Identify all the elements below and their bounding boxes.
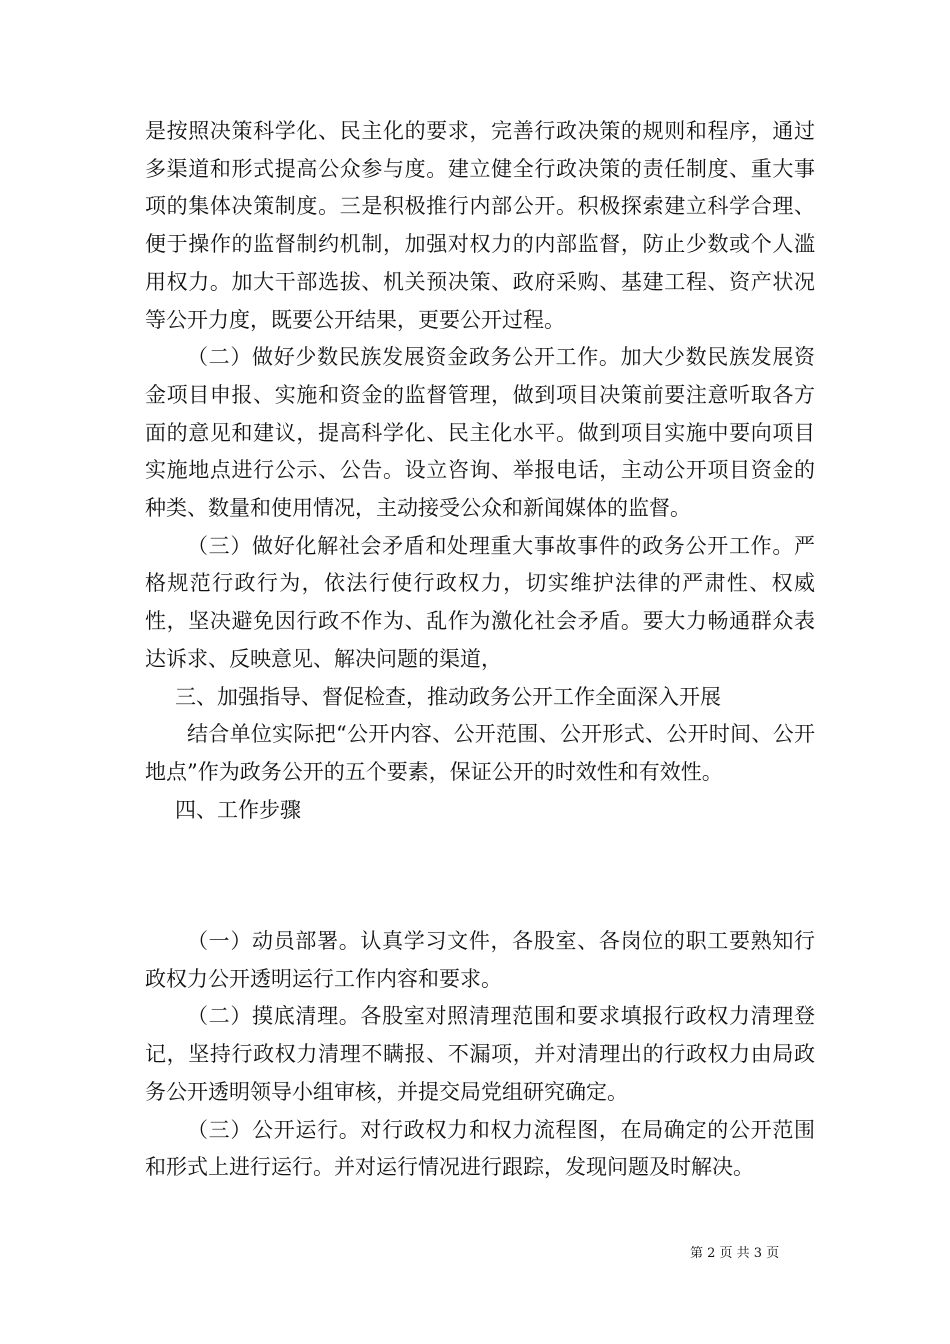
paragraph-continuation: 是按照决策科学化、民主化的要求，完善行政决策的规则和程序，通过多渠道和形式提高公众参与度。建立健全行政决策的责任制度、重大事项的集体决策制度。三是积极推行内部公开。积极探索建立科学合理、便于操作的监督制约机制，加强对权力的内部监督，防止少数或个人滥用权力。加大干部选拔、机关预决策、政府采购、基建工程、资产状况等公开力度，既要公开结果，更要公开过程。	[145, 119, 815, 332]
page-number-footer: 第 2 页 共 3 页	[690, 1246, 780, 1261]
paragraph-social-conflicts: （三）做好化解社会矛盾和处理重大事故事件的政务公开工作。严格规范行政行为，依法行使行政权力，切实维护法律的严肃性、权威性，坚决避免因行政不作为、乱作为激化社会矛盾。要大力畅通群众表达诉求、反映意见、解决问题的渠道，	[145, 533, 815, 671]
paragraph-five-elements: 结合单位实际把“公开内容、公开范围、公开形式、公开时间、公开地点”作为政务公开的五个要素，保证公开的时效性和有效性。	[145, 722, 815, 784]
step-operation: （三）公开运行。对行政权力和权力流程图，在局确定的公开范围和形式上进行运行。并对运行情况进行跟踪，发现问题及时解决。	[145, 1117, 815, 1180]
paragraph-minority-funds: （二）做好少数民族发展资金政务公开工作。加大少数民族发展资金项目申报、实施和资金的监督管理，做到项目决策前要注意听取各方面的意见和建议，提高科学化、民主化水平。做到项目实施中要向项目实施地点进行公示、公告。设立咨询、举报电话，主动公开项目资金的种类、数量和使用情况，主动接受公众和新闻媒体的监督。	[145, 345, 815, 521]
section-heading-4: 四、工作步骤	[175, 797, 301, 822]
body-text-lower	[145, 923, 815, 1187]
section-heading-3: 三、加强指导、督促检查，推动政务公开工作全面深入开展	[175, 684, 721, 709]
body-text-upper	[145, 113, 815, 829]
step-inventory: （二）摸底清理。各股室对照清理范围和要求填报行政权力清理登记，坚持行政权力清理不瞒报、不漏项，并对清理出的行政权力由局政务公开透明领导小组审核，并提交局党组研究确定。	[145, 1004, 815, 1104]
step-mobilization: （一）动员部署。认真学习文件，各股室、各岗位的职工要熟知行政权力公开透明运行工作内容和要求。	[145, 929, 815, 991]
